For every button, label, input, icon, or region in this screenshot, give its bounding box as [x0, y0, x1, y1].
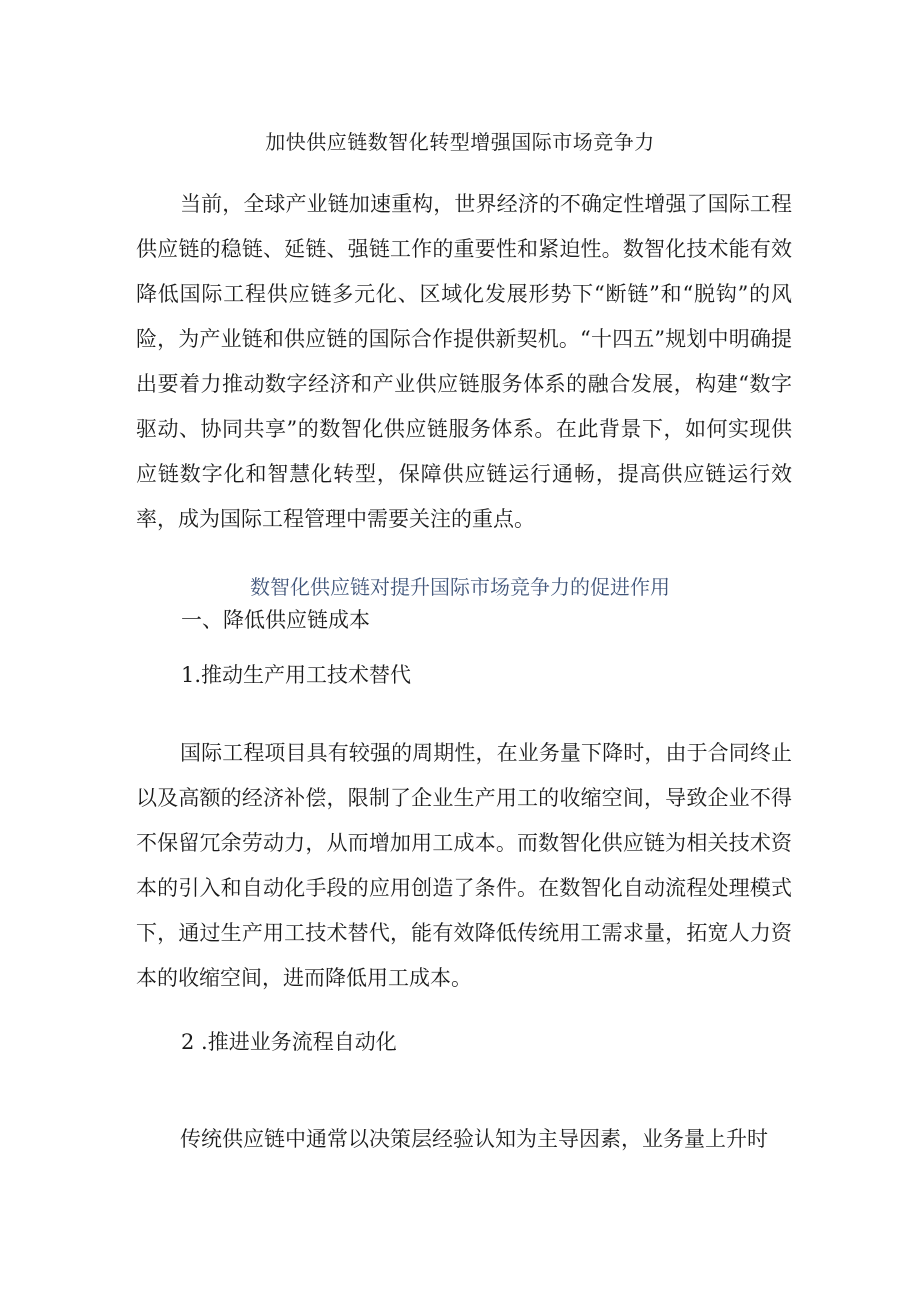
heading-reduce-cost: 一、降低供应链成本: [181, 608, 370, 632]
subheading-labor-substitution: 1.推动生产用工技术替代: [181, 663, 412, 687]
subheading-process-automation: 2 .推进业务流程自动化: [181, 1030, 397, 1054]
document-title: 加快供应链数智化转型增强国际市场竞争力: [265, 130, 655, 154]
intro-paragraph: 当前，全球产业链加速重构，世界经济的不确定性增强了国际工程供应链的稳链、延链、强链工作的重要性和紧迫性。数智化技术能有效降低国际工程供应链多元化、区域化发展形势下“断链”和“脱钩”的风险，为产业链和供应链的国际合作提供新契机。“十四五”规划中明确提出要着力推动数字经济和产业供应链服务体系的融合发展，构建“数字驱动、协同共享”的数智化供应链服务体系。在此背景下，如何实现供应链数字化和智慧化转型，保障供应链运行通畅，提高供应链运行效率，成为国际工程管理中需要关注的重点。: [136, 192, 792, 531]
body-paragraph-labor: 国际工程项目具有较强的周期性，在业务量下降时，由于合同终止以及高额的经济补偿，限制了企业生产用工的收缩空间，导致企业不得不保留冗余劳动力，从而增加用工成本。而数智化供应链为相关技术资本的引入和自动化手段的应用创造了条件。在数智化自动流程处理模式下，通过生产用工技术替代，能有效降低传统用工需求量，拓宽人力资本的收缩空间，进而降低用工成本。: [136, 741, 792, 990]
section-title: 数智化供应链对提升国际市场竞争力的促进作用: [250, 575, 670, 599]
body-paragraph-traditional: 传统供应链中通常以决策层经验认知为主导因素，业务量上升时: [180, 1127, 768, 1151]
